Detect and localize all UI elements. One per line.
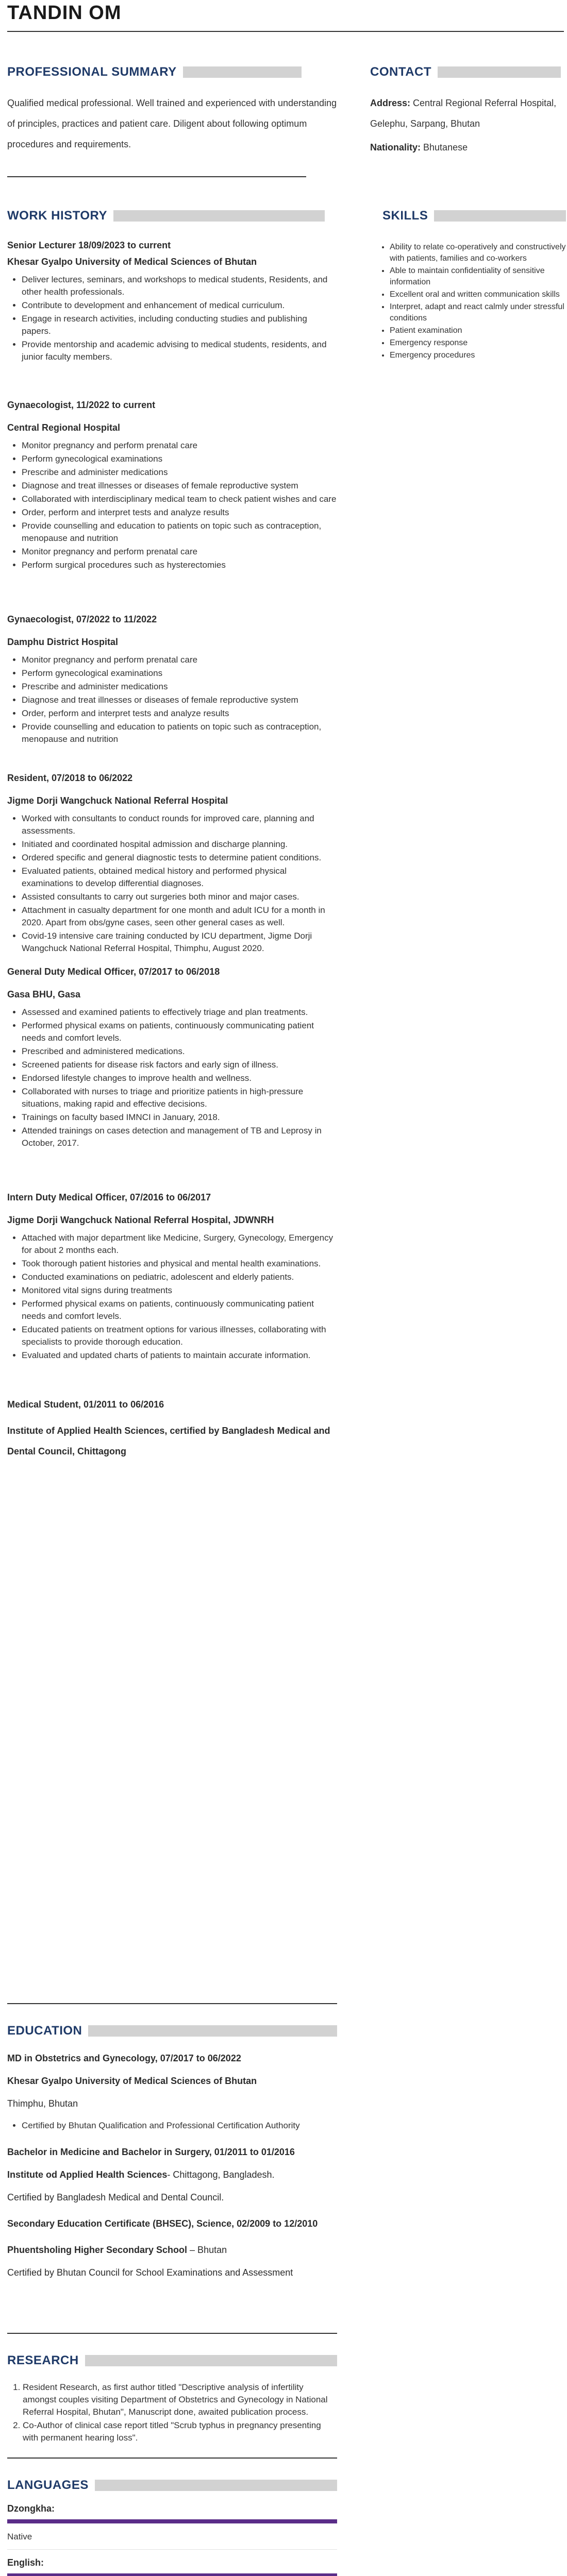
contact-section (370, 65, 561, 158)
job-entry (7, 398, 337, 571)
duty-item: • Endorsed lifestyle changes to improve health and wellness. (22, 1072, 337, 1084)
duty-item: • Order, perform and interpret tests and analyze results (22, 707, 337, 720)
duty-item: • Attachment in casualty department for one month and adult ICU for a month in 2020. Apart from obs/gyne cases, seen other general cases as well. (22, 904, 337, 929)
duty-item: • Conducted examinations on pediatric, adolescent and elderly patients. (22, 1271, 337, 1283)
skill-item: • Excellent oral and written communication skills (390, 289, 566, 300)
skill-item: • Patient examination (390, 325, 566, 336)
duty-item: • Prescribe and administer medications (22, 681, 337, 693)
job-duties (7, 1232, 337, 1362)
research-divider (7, 2458, 337, 2459)
language-entry (7, 2556, 337, 2576)
research-item: 2. Co-Author of clinical case report titled "Scrub typhus in pregnancy presenting with permanent hearing loss". (23, 2419, 337, 2444)
language-level-fill (7, 2519, 337, 2523)
skill-item: • Emergency procedures (390, 350, 566, 361)
degree-certification: Certified by Bangladesh Medical and Dental Council. (7, 2192, 224, 2202)
duty-item: • Evaluated and updated charts of patients to maintain accurate information. (22, 1349, 337, 1362)
education-divider (7, 2333, 337, 2334)
job-org: Central Regional Hospital (7, 422, 121, 433)
education-heading: EDUCATION (7, 2024, 337, 2038)
job-entry (7, 239, 337, 363)
heading-bar (85, 2355, 337, 2366)
summary-text: Qualified medical professional. Well trained and experienced with understanding of principles, practices and patient care. Diligent about following optimum procedures and requirements. (7, 98, 337, 149)
duty-item: • Perform surgical procedures such as hysterectomies (22, 559, 337, 571)
duty-item: • Prescribed and administered medications. (22, 1045, 337, 1058)
skill-item: • Interpret, adapt and react calmly under stressful conditions (390, 301, 566, 324)
job-title: Resident, 07/2018 to 06/2022 (7, 773, 133, 783)
duty-item: • Assisted consultants to carry out surgeries both minor and major cases. (22, 891, 337, 903)
summary-heading: PROFESSIONAL SUMMARY (7, 65, 337, 79)
duty-item: • Attached with major department like Medicine, Surgery, Gynecology, Emergency for about 2 months each. (22, 1232, 337, 1257)
research-section (7, 2353, 337, 2445)
languages-heading: LANGUAGES (7, 2478, 337, 2493)
heading-bar (95, 2480, 337, 2491)
job-duties (7, 812, 337, 955)
summary-section (7, 65, 337, 155)
heading-bar (434, 210, 566, 222)
heading-bar (183, 66, 302, 78)
duty-item: • Prescribe and administer medications (22, 466, 337, 479)
duty-item: • Attended trainings on cases detection and management of TB and Leprosy in October, 2017. (22, 1125, 337, 1149)
job-org: Khesar Gyalpo University of Medical Sciences of Bhutan (7, 257, 257, 267)
job-org: Jigme Dorji Wangchuck National Referral Hospital, JDWNRH (7, 1215, 274, 1225)
job-duties (7, 654, 337, 745)
duty-item: • Trainings on faculty based IMNCI in January, 2018. (22, 1111, 337, 1124)
duty-item: • Educated patients on treatment options for various illnesses, collaborating with specialists to provide thorough education. (22, 1324, 337, 1348)
skills-section (375, 209, 566, 362)
heading-bar (88, 2025, 337, 2037)
duty-item: • Perform gynecological examinations (22, 453, 337, 465)
duty-item: • Monitor pregnancy and perform prenatal care (22, 439, 337, 452)
degree-note: • Certified by Bhutan Qualification and Professional Certification Authority (22, 2120, 337, 2132)
skill-item: • Emergency response (390, 337, 566, 349)
job-duties (7, 439, 337, 571)
education-section (7, 2024, 337, 2279)
work-divider (7, 2003, 337, 2004)
job-title: Gynaecologist, 11/2022 to current (7, 400, 156, 410)
language-name: English: (7, 2557, 44, 2568)
duty-item: • Monitor pregnancy and perform prenatal care (22, 546, 337, 558)
duty-item: • Order, perform and interpret tests and analyze results (22, 506, 337, 519)
language-level-fill (7, 2573, 337, 2576)
languages-section (7, 2478, 337, 2576)
job-title: Medical Student, 01/2011 to 06/2016 (7, 1399, 164, 1410)
duty-item: • Evaluated patients, obtained medical history and performed physical examinations to develop differential diagnoses. (22, 865, 337, 890)
duty-item: • Engage in research activities, including conducting studies and publishing papers. (22, 313, 337, 337)
job-title: Gynaecologist, 07/2022 to 11/2022 (7, 614, 157, 624)
duty-item: • Diagnose and treat illnesses or diseases of female reproductive system (22, 694, 337, 706)
job-title: Senior Lecturer 18/09/2023 to current (7, 240, 171, 250)
duty-item: • Worked with consultants to conduct rounds for improved care, planning and assessments. (22, 812, 337, 837)
language-entry (7, 2502, 337, 2550)
degree-location: Thimphu, Bhutan (7, 2098, 78, 2109)
skills-list (375, 242, 566, 361)
skills-heading: SKILLS (375, 209, 566, 223)
work-history-section (7, 209, 337, 1462)
contact-address: Address: Central Regional Referral Hospital, Gelephu, Sarpang, Bhutan (370, 98, 557, 129)
degree-certification: Certified by Bhutan Council for School Examinations and Assessment (7, 2267, 293, 2278)
duty-item: • Performed physical exams on patients, continuously communicating patient needs and comfort levels. (22, 1298, 337, 1323)
name-divider (7, 31, 564, 32)
degree-notes (7, 2120, 337, 2132)
degree-institution: Khesar Gyalpo University of Medical Sciences of Bhutan (7, 2076, 257, 2086)
research-item: 1. Resident Research, as first author titled "Descriptive analysis of infertility amongst couples visiting Department of Obstetrics and Gynecology in National Referral Hospital, Bhutan", Manuscript done, awaited publication process. (23, 2381, 337, 2418)
job-duties (7, 274, 337, 363)
summary-divider (7, 176, 306, 177)
duty-item: • Monitored vital signs during treatments (22, 1284, 337, 1297)
job-title: Intern Duty Medical Officer, 07/2016 to 06/2017 (7, 1192, 211, 1202)
job-entry (7, 1398, 337, 1462)
duty-item: • Took thorough patient histories and physical and mental health examinations. (22, 1258, 337, 1270)
duty-item: • Provide mentorship and academic advising to medical students, residents, and junior faculty members. (22, 338, 337, 363)
language-level-bar (7, 2519, 337, 2523)
candidate-name: TANDIN OM (7, 2, 122, 24)
job-title: General Duty Medical Officer, 07/2017 to 06/2018 (7, 967, 220, 977)
duty-item: • Deliver lectures, seminars, and workshops to medical students, Residents, and other health professionals. (22, 274, 337, 298)
degree-title: Secondary Education Certificate (BHSEC), Science, 02/2009 to 12/2010 (7, 2218, 318, 2229)
skill-item: • Ability to relate co-operatively and constructively with patients, families and co-workers (390, 242, 566, 264)
job-entry (7, 613, 337, 745)
language-separator (7, 2549, 337, 2550)
degree-institution: Phuentsholing Higher Secondary School – Bhutan (7, 2245, 227, 2255)
duty-item: • Performed physical exams on patients, continuously communicating patient needs and comfort levels. (22, 1020, 337, 1044)
research-heading: RESEARCH (7, 2353, 337, 2368)
degree-title: Bachelor in Medicine and Bachelor in Surgery, 01/2011 to 01/2016 (7, 2147, 295, 2157)
job-org: Damphu District Hospital (7, 637, 119, 647)
heading-bar (438, 66, 561, 78)
duty-item: • Diagnose and treat illnesses or diseases of female reproductive system (22, 480, 337, 492)
duty-item: • Collaborated with nurses to triage and prioritize patients in high-pressure situations, making rapid and effective decisions. (22, 1086, 337, 1110)
duty-item: • Contribute to development and enhancement of medical curriculum. (22, 299, 337, 312)
job-org: Gasa BHU, Gasa (7, 989, 81, 999)
duty-item: • Ordered specific and general diagnostic tests to determine patient conditions. (22, 852, 337, 864)
job-org: Institute of Applied Health Sciences, certified by Bangladesh Medical and Dental Council, Chittagong (7, 1426, 330, 1456)
skill-item: • Able to maintain confidentiality of sensitive information (390, 265, 566, 288)
language-level-bar (7, 2573, 337, 2576)
contact-nationality: Nationality: Bhutanese (370, 142, 468, 152)
job-entry (7, 1191, 337, 1362)
job-entry (7, 965, 337, 1149)
duty-item: • Monitor pregnancy and perform prenatal care (22, 654, 337, 666)
language-name: Dzongkha: (7, 2503, 55, 2514)
duty-item: • Provide counselling and education to patients on topic such as contraception, menopause and nutrition (22, 721, 337, 745)
degree-title: MD in Obstetrics and Gynecology, 07/2017 to 06/2022 (7, 2053, 241, 2063)
job-duties (7, 1006, 337, 1149)
duty-item: • Perform gynecological examinations (22, 667, 337, 680)
research-list (7, 2381, 337, 2444)
language-level: Native (7, 2532, 32, 2541)
duty-item: • Screened patients for disease risk factors and early sign of illness. (22, 1059, 337, 1071)
job-org: Jigme Dorji Wangchuck National Referral Hospital (7, 795, 228, 806)
duty-item: • Initiated and coordinated hospital admission and discharge planning. (22, 838, 337, 851)
job-entry (7, 771, 337, 955)
work-history-heading: WORK HISTORY (7, 209, 337, 223)
heading-bar (113, 210, 325, 222)
contact-heading: CONTACT (370, 65, 561, 79)
degree-institution: Institute od Applied Health Sciences- Chittagong, Bangladesh. (7, 2170, 275, 2180)
duty-item: • Collaborated with interdisciplinary medical team to check patient wishes and care (22, 493, 337, 505)
duty-item: • Assessed and examined patients to effectively triage and plan treatments. (22, 1006, 337, 1019)
duty-item: • Provide counselling and education to patients on topic such as contraception, menopause and nutrition (22, 520, 337, 545)
duty-item: • Covid-19 intensive care training conducted by ICU department, Jigme Dorji Wangchuck National Referral Hospital, Thimphu, August 2020. (22, 930, 337, 955)
